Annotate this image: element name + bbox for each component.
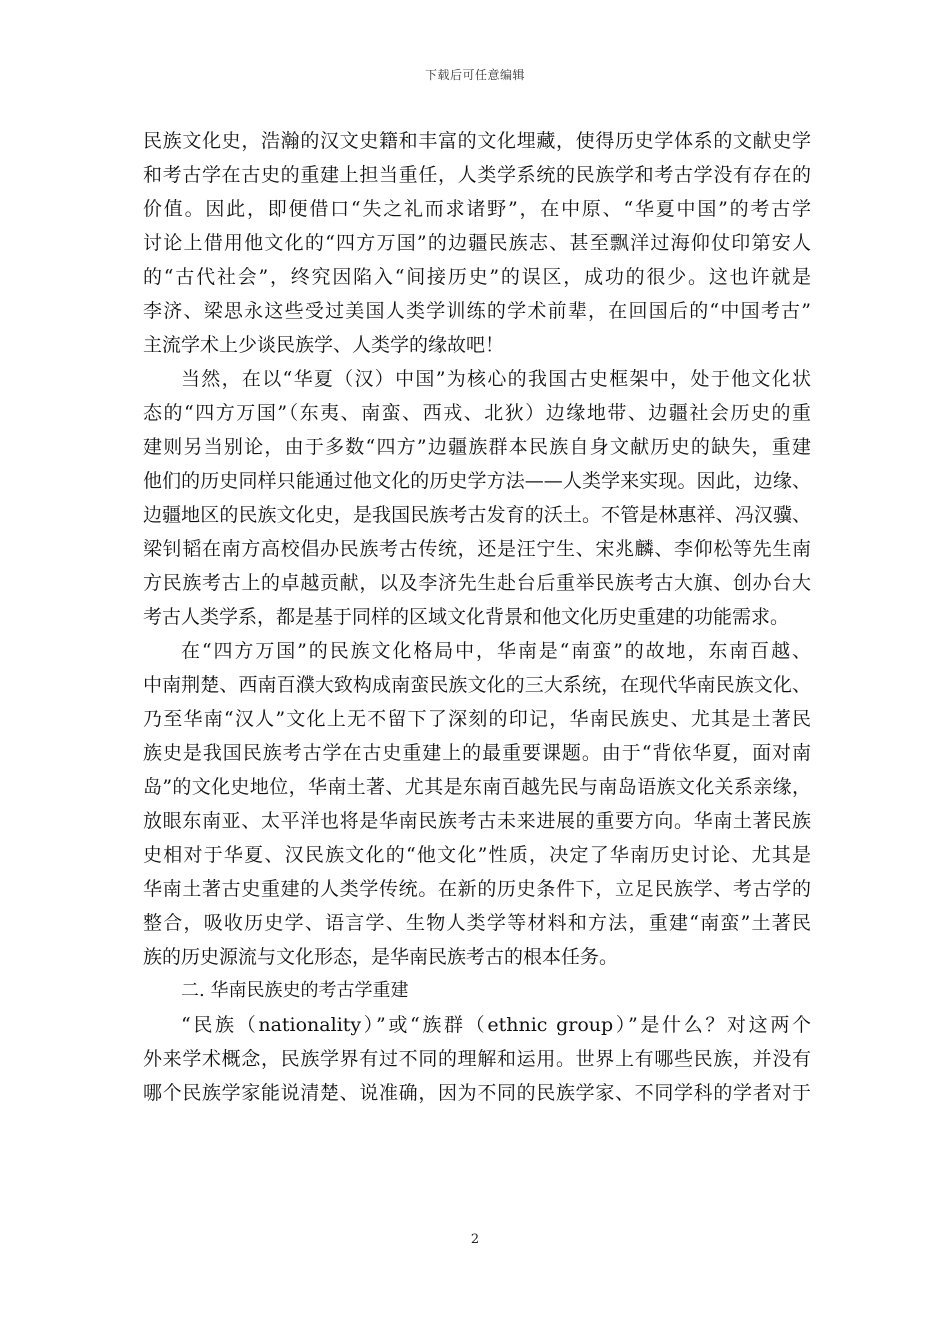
paragraph-3 [143,634,811,974]
text-line: 李济、梁思永这些受过美国人类学训练的学术前辈，在回国后的“中国考古” [143,300,811,322]
text-line: 中南荆楚、西南百濮大致构成南蛮民族文化的三大系统，在现代华南民族文化、 [143,674,811,696]
text-line: 整合，吸收历史学、语言学、生物人类学等材料和方法，重建“南蛮”土著民 [143,912,811,934]
text-line: 和考古学在古史的重建上担当重任，人类学系统的民族学和考古学没有存在的 [143,164,811,186]
section-heading: 二. 华南民族史的考古学重建 [181,980,409,1001]
text-line: 乃至华南“汉人”文化上无不留下了深刻的印记，华南民族史、尤其是土著民 [143,708,811,730]
text-line: 族的历史源流与文化形态，是华南民族考古的根本任务。 [143,946,619,968]
text-line: 边疆地区的民族文化史，是我国民族考古发育的沃土。不管是林惠祥、冯汉骥、 [143,504,811,526]
text-line: 外来学术概念，民族学界有过不同的理解和运用。世界上有哪些民族，并没有 [143,1048,811,1070]
text-line: 岛”的文化史地位，华南土著、尤其是东南百越先民与南岛语族文化关系亲缘， [143,776,811,798]
text-line: 考古人类学系，都是基于同样的区域文化背景和他文化历史重建的功能需求。 [143,606,790,628]
paragraph-2 [143,362,811,634]
text-line: 梁钊韬在南方高校倡办民族考古传统，还是汪宁生、宋兆麟、李仰松等先生南 [143,538,811,560]
text-line: 他们的历史同样只能通过他文化的历史学方法——人类学来实现。因此，边缘、 [143,470,811,492]
page-header: 下载后可任意编辑 [424,68,525,82]
text-line: 建则另当别论，由于多数“四方”边疆族群本民族自身文献历史的缺失，重建 [143,436,811,458]
text-line: 哪个民族学家能说清楚、说准确，因为不同的民族学家、不同学科的学者对于 [143,1082,811,1104]
text-line: 当然，在以“华夏（汉）中国”为核心的我国古史框架中，处于他文化状 [181,368,811,390]
text-line: 价值。因此，即便借口“失之礼而求诸野”，在中原、“华夏中国”的考古学 [143,198,811,220]
paragraph-1 [143,124,811,362]
text-line: 史相对于华夏、汉民族文化的“他文化”性质，决定了华南历史讨论、尤其是 [143,844,811,866]
text-line: 放眼东南亚、太平洋也将是华南民族考古未来进展的重要方向。华南土著民族 [143,810,811,832]
text-line: 的“古代社会”，终究因陷入“间接历史”的误区，成功的很少。这也许就是 [143,266,811,288]
text-line: 华南土著古史重建的人类学传统。在新的历史条件下，立足民族学、考古学的 [143,878,811,900]
text-line: 主流学术上少谈民族学、人类学的缘故吧！ [143,334,505,356]
page-number: 2 [470,1232,480,1247]
text-line: 在“四方万国”的民族文化格局中，华南是“南蛮”的故地，东南百越、 [181,640,811,662]
text-line: 方民族考古上的卓越贡献，以及李济先生赴台后重举民族考古大旗、创办台大 [143,572,811,594]
text-line: 讨论上借用他文化的“四方万国”的边疆民族志、甚至飘洋过海仰仗印第安人 [143,232,811,254]
text-line: 族史是我国民族考古学在古史重建上的最重要课题。由于“背依华夏，面对南 [143,742,811,764]
text-line: “民族（nationality）”或“族群（ethnic group）”是什么？对这两个 [181,1014,811,1036]
paragraph-4 [143,1008,811,1110]
text-line: 民族文化史，浩瀚的汉文史籍和丰富的文化埋藏，使得历史学体系的文献史学 [143,130,811,152]
document-body [143,124,811,1110]
text-line: 态的“四方万国”（东夷、南蛮、西戎、北狄）边缘地带、边疆社会历史的重 [143,402,811,424]
